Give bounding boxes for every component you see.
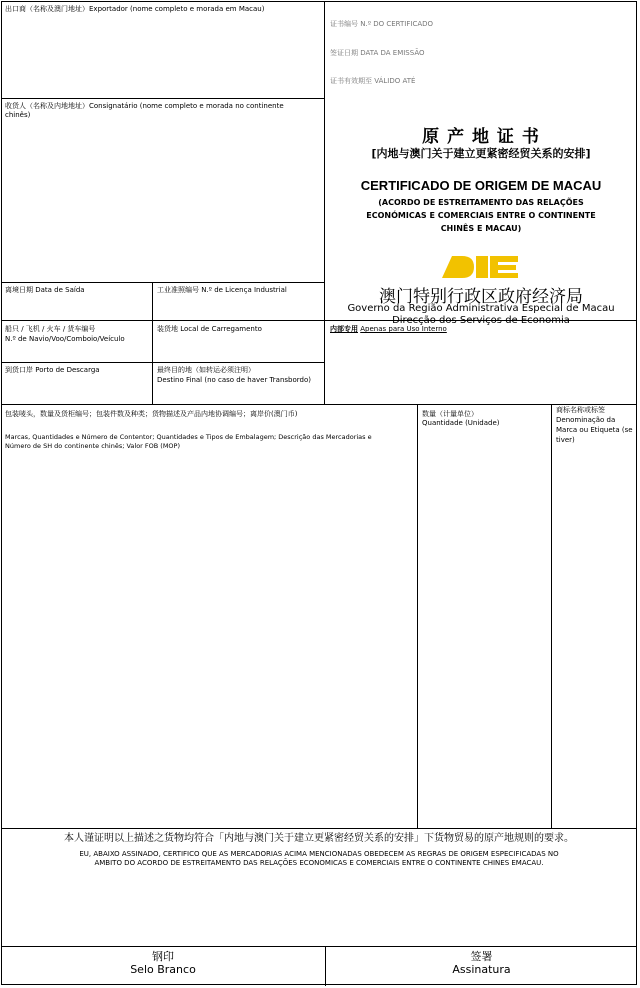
dse-logo bbox=[440, 252, 520, 280]
certificate-number-pt: N.º DO CERTIFICADO bbox=[360, 20, 434, 28]
agency-name-pt-2-clip bbox=[325, 315, 637, 326]
divider bbox=[1, 946, 637, 947]
goods-description-label-pt: Marcas, Quantidades e Número de Contentor; Quantidades e Tipos de Embalagem; Descrição das Mercadorias e bbox=[5, 433, 372, 441]
final-destination-label: 最终目的地（如转运必须注明） bbox=[157, 366, 255, 374]
seal-label-zh: 钢印 bbox=[152, 950, 174, 963]
logo-bar bbox=[476, 256, 488, 278]
divider bbox=[1, 282, 324, 283]
agency-name-zh: 澳门特别行政区政府经济局 bbox=[379, 287, 583, 307]
agency-name-pt: Governo da Região Administrativa Especial de Macau bbox=[347, 303, 615, 314]
certificate-title-zh: 原 产 地 证 书 bbox=[422, 127, 540, 147]
divider bbox=[1, 98, 324, 99]
official-use-pt: Apenas para Uso Interno bbox=[360, 325, 447, 333]
industrial-licence-label: 工业准照编号 N.º de Licença Industrial bbox=[157, 286, 287, 294]
seal-label-pt: Selo Branco bbox=[130, 963, 196, 976]
brand-label-pt-2: Marca ou Etiqueta (se bbox=[556, 426, 633, 434]
valid-until-field bbox=[330, 77, 415, 86]
logo-e-shape bbox=[490, 256, 518, 278]
brand-label: 商标名称或标签 bbox=[556, 406, 605, 414]
quantity-label: 数量（计量单位） bbox=[422, 410, 478, 418]
consignee-label-cont: chinês) bbox=[5, 111, 31, 119]
divider bbox=[417, 404, 418, 828]
certificate-number-zh: 证书编号 bbox=[330, 20, 358, 28]
divider bbox=[152, 282, 153, 404]
divider bbox=[551, 404, 552, 828]
certificate-subtitle-pt-2: ECONÓMICAS E COMERCIAIS ENTRE O CONTINENTE bbox=[366, 211, 596, 220]
goods-description-label-pt-cont: Número de SH do continente chinês; Valor FOB (MOP) bbox=[5, 442, 181, 450]
quantity-label-pt: Quantidade (Unidade) bbox=[422, 419, 500, 427]
discharge-port-label: 到货口岸 Porto de Descarga bbox=[5, 366, 100, 374]
final-destination-label-pt: Destino Final (no caso de haver Transbordo) bbox=[157, 376, 311, 384]
logo-d-shape bbox=[442, 256, 474, 278]
certificate-number-field bbox=[330, 20, 433, 29]
certificate-subtitle-pt-3: CHINÊS E MACAU) bbox=[440, 224, 522, 233]
brand-label-pt-3: tiver) bbox=[556, 436, 575, 444]
declaration-pt-1: EU, ABAIXO ASSINADO, CERTIFICO QUE AS MERCADORIAS ACIMA MENCIONADAS OBEDECEM AS REGRAS DE ORIGEM ESPECIFICADAS NO bbox=[79, 850, 559, 858]
divider bbox=[1, 362, 324, 363]
declaration-zh: 本人谨证明以上描述之货物均符合「内地与澳门关于建立更紧密经贸关系的安排」下货物贸易的原产地规则的要求。 bbox=[64, 833, 574, 844]
declaration-pt-2: AMBITO DO ACORDO DE ESTREITAMENTO DAS RELAÇÕES ECONOMICAS E COMERCIAIS ENTRE O CONTINENTE CHINES EMACAU. bbox=[94, 859, 544, 867]
goods-description-label: 包装唛头，数量及货柜编号；包装件数及种类；货物描述及产品内地协调编号；离岸价(澳门币) bbox=[5, 410, 298, 418]
certificate-title-pt: CERTIFICADO DE ORIGEM DE MACAU bbox=[360, 178, 602, 193]
loading-port-label: 装货地 Local de Carregamento bbox=[157, 325, 262, 333]
departure-date-label: 离境日期 Data de Saída bbox=[5, 286, 85, 294]
exporter-label: 出口商（名称及澳门地址）Exportador (nome completo e morada em Macau) bbox=[5, 5, 265, 13]
vessel-number-label: 船只 / 飞机 / 火车 / 货车编号 bbox=[5, 325, 96, 333]
official-use-zh: 内部专用 bbox=[330, 325, 358, 333]
signature-label-pt: Assinatura bbox=[452, 963, 511, 976]
consignee-label: 收货人（名称及内地地址）Consignatário (nome completo e morada no continente bbox=[5, 102, 284, 110]
issue-date-pt: DATA DA EMISSÃO bbox=[360, 49, 425, 57]
valid-until-pt: VÁLIDO ATÉ bbox=[374, 77, 416, 85]
divider bbox=[1, 404, 637, 405]
signature-label-zh: 签署 bbox=[470, 950, 493, 963]
brand-label-pt-1: Denominação da bbox=[556, 416, 616, 424]
certificate-subtitle-pt-1: (ACORDO DE ESTREITAMENTO DAS RELAÇÕES bbox=[378, 198, 584, 207]
official-use-label bbox=[330, 325, 447, 334]
valid-until-zh: 证书有效期至 bbox=[330, 77, 372, 85]
agency-name-pt-2: Direcção dos Serviços de Economia bbox=[392, 315, 570, 326]
issue-date-zh: 签证日期 bbox=[330, 49, 358, 57]
vessel-number-label-pt: N.º de Navio/Voo/Comboio/Veículo bbox=[5, 335, 125, 343]
issue-date-field bbox=[330, 49, 425, 58]
certificate-subtitle-zh: [内地与澳门关于建立更紧密经贸关系的安排] bbox=[371, 147, 591, 160]
divider bbox=[1, 828, 637, 829]
